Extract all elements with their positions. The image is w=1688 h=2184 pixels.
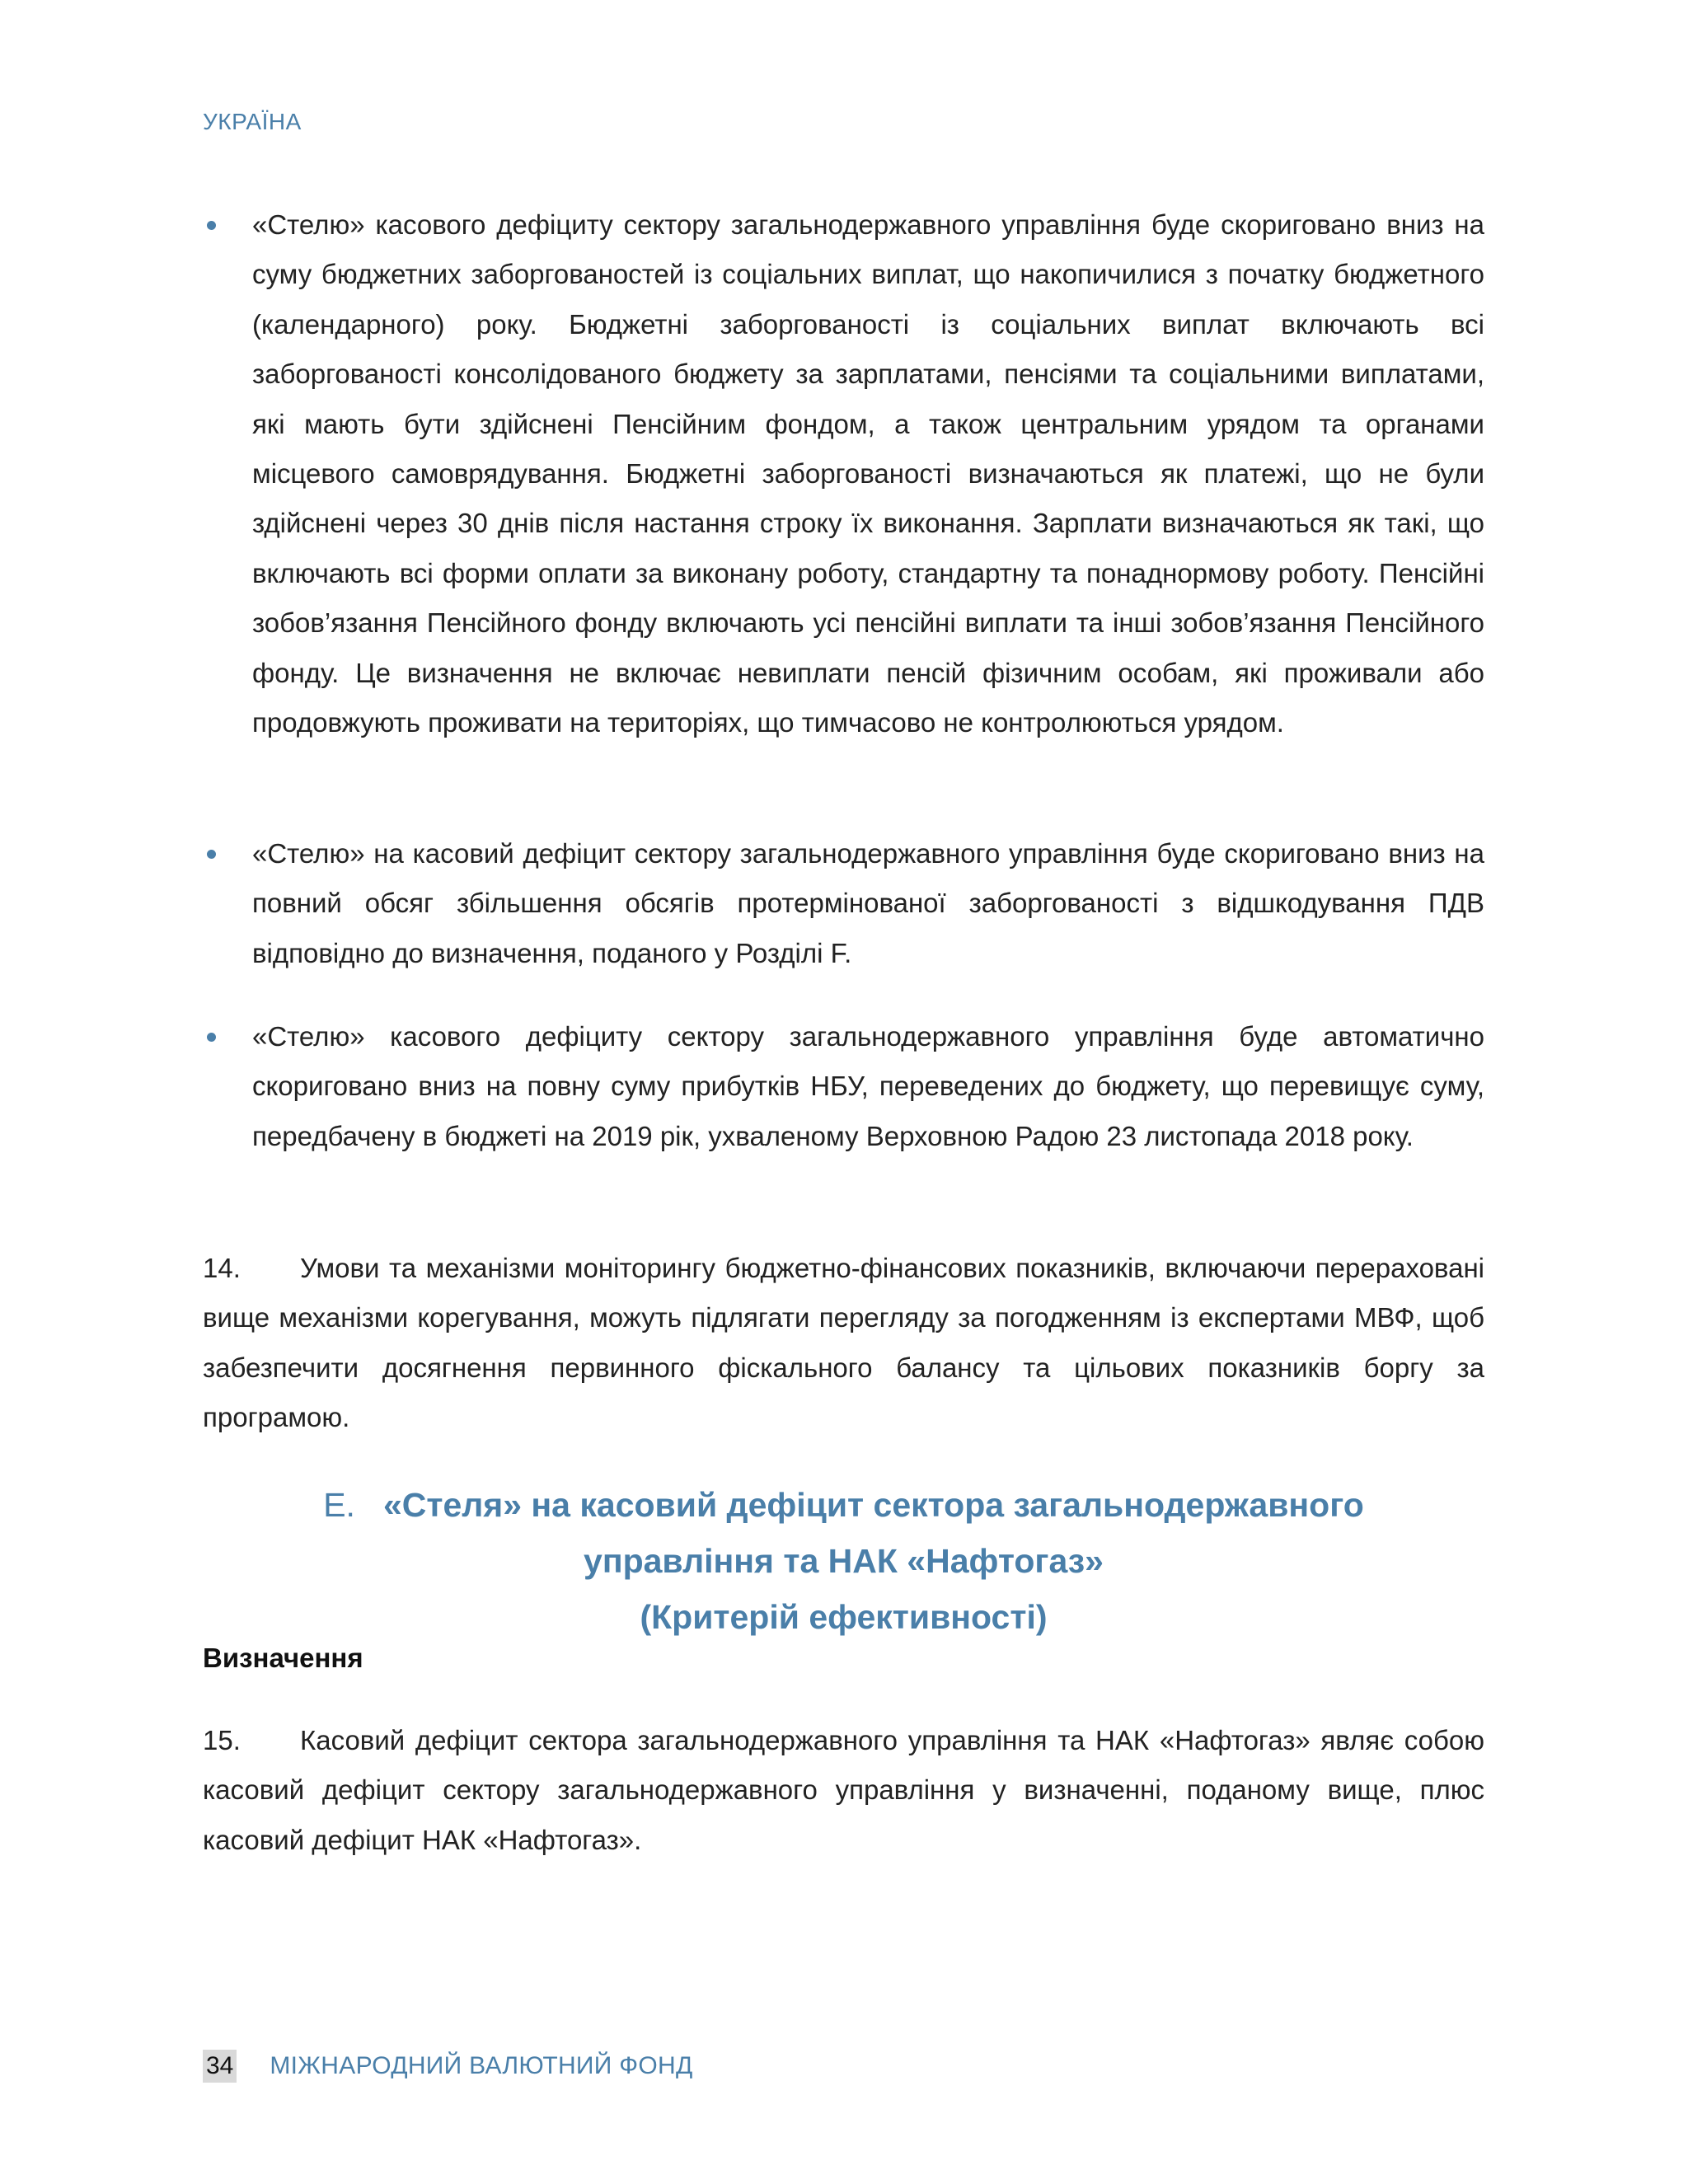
paragraph-number: 15. [203, 1725, 241, 1755]
bullet-item-3 [203, 1012, 1484, 1161]
bullet-list-3 [203, 1012, 1484, 1161]
footer-org-name: МІЖНАРОДНИЙ ВАЛЮТНИЙ ФОНД [270, 2052, 693, 2079]
paragraph-14 [203, 1244, 1484, 1443]
bullet-dot-icon [207, 221, 216, 230]
bullet-item-1 [203, 200, 1484, 748]
bullet-list [203, 200, 1484, 748]
section-title-line-3: (Критерій ефективності) [640, 1598, 1048, 1636]
paragraph-text: Касовий дефіцит сектора загальнодержавного управління та НАК «Нафтогаз» являє собою касовий дефіцит сектору загальнодержавного управління у визначенні, поданому вище, плюс касовий дефіцит НАК «Нафтогаз». [203, 1725, 1484, 1855]
paragraph-number: 14. [203, 1253, 241, 1283]
bullet-text: «Стелю» на касовий дефіцит сектору загальнодержавного управління буде скориговано вниз на повний обсяг збільшення обсягів протермінованої заборгованості з відшкодування ПДВ відповідно до визначення, поданого у Розділі F. [252, 838, 1484, 968]
section-title-line-1: E. «Стеля» на касовий дефіцит сектора загальнодержавного [323, 1486, 1364, 1524]
section-title-line-2: управління та НАК «Нафтогаз» [584, 1542, 1104, 1580]
section-heading [203, 1477, 1484, 1645]
bullet-dot-icon [207, 850, 216, 859]
bullet-item-2 [203, 829, 1484, 978]
section-letter: E. [323, 1486, 355, 1524]
subheading-definitions: Визначення [203, 1643, 363, 1673]
bullet-text: «Стелю» касового дефіциту сектору загальнодержавного управління буде автоматично скориговано вниз на повну суму прибутків НБУ, переведених до бюджету, що перевищує суму, передбачену в бюджеті на 2019 рік, ухваленому Верховною Радою 23 листопада 2018 року. [252, 1021, 1484, 1151]
paragraph-text: Умови та механізми моніторингу бюджетно-фінансових показників, включаючи перераховані вище механізми корегування, можуть підлягати перегляду за погодженням із експертами МВФ, щоб забезпечити досягнення первинного фіскального балансу та цільових показників боргу за програмою. [203, 1253, 1484, 1433]
bullet-list-2 [203, 829, 1484, 978]
page-footer [203, 2050, 693, 2083]
paragraph-15 [203, 1716, 1484, 1865]
bullet-text: «Стелю» касового дефіциту сектору загальнодержавного управління буде скориговано вниз на суму бюджетних заборгованостей із соціальних виплат, що накопичилися з початку бюджетного (календарного) року. Бюджетні заборгованості із соціальних виплат включають всі заборгованості консолідованого бюджету за зарплатами, пенсіями та соціальними виплатами, які мають бути здійснені Пенсійним фондом, а також центральним урядом та органами місцевого самоврядування. Бюджетні заборгованості визначаються як платежі, що не були здійснені через 30 днів після настання строку їх виконання. Зарплати визначаються як такі, що включають всі форми оплати за виконану роботу, стандартну та понаднормову роботу. Пенсійні зобов’язання Пенсійного фонду включають усі пенсійні виплати та інші зобов’язання Пенсійного фонду. Це визначення не включає невиплати пенсій фізичним особам, які проживали або продовжують проживати на територіях, що тимчасово не контролюються урядом. [252, 209, 1484, 738]
running-header: УКРАЇНА [203, 109, 302, 134]
bullet-dot-icon [207, 1033, 216, 1042]
page-number: 34 [203, 2050, 237, 2083]
